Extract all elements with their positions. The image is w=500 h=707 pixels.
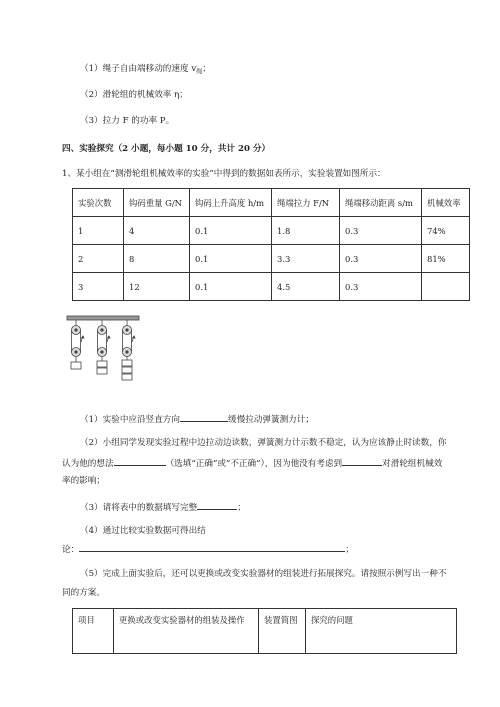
header-cell: 绳端移动距离 s/m — [340, 189, 422, 217]
question-1-2-line-1: （2）小组同学发现实验过程中边拉动边读数，弹簧测力计示数不稳定，认为应该静止时读数，你 — [80, 438, 447, 448]
table-cell: 3 — [73, 273, 124, 301]
answer-blank-direction[interactable] — [180, 412, 228, 422]
pulley-apparatus-figure — [64, 314, 144, 382]
table-cell: 0.3 — [340, 273, 422, 301]
table-cell: 0.1 — [190, 273, 272, 301]
plan-header-cell: 项目 — [73, 609, 114, 654]
plan-header-cell: 探究的问题 — [306, 609, 457, 654]
question-1-intro: 1、某小组在“测滑轮组机械效率的实验”中得到的数据如表所示，实验装置如图所示： — [62, 169, 386, 179]
question-1-2-line-2 — [62, 456, 442, 470]
table-cell: 12 — [124, 273, 190, 301]
table-row — [73, 217, 470, 245]
question-1-5-line-2: 同的方案。 — [62, 588, 105, 598]
table-cell: 3.3 — [272, 245, 340, 273]
table-cell: 4 — [124, 217, 190, 245]
question-1-1-suffix: 缓慢拉动弹簧测力计； — [228, 415, 314, 425]
sub-question-3-text: （3）拉力 F 的功率 P。 — [80, 116, 175, 126]
sub-question-1-text: （1）绳子自由端移动的速度 v — [80, 64, 197, 74]
answer-blank-table-completion[interactable] — [197, 500, 237, 510]
table-cell: 8 — [124, 245, 190, 273]
answer-blank-correctness[interactable] — [114, 456, 166, 466]
data-table-header-row — [73, 189, 470, 217]
section-heading: 四、实验探究（2 小题，每小题 10 分，共计 20 分） — [62, 144, 271, 154]
table-cell: 74% — [422, 217, 470, 245]
header-cell: 绳端拉力 F/N — [272, 189, 340, 217]
header-cell: 实验次数 — [73, 189, 124, 217]
answer-blank-conclusion[interactable] — [79, 542, 345, 552]
question-1-4-suffix: ； — [345, 545, 354, 555]
question-1-1 — [80, 412, 314, 426]
question-1-3-text: （3）请将表中的数据填写完整 — [80, 503, 198, 513]
question-1-3-suffix: ； — [237, 503, 246, 513]
table-cell: 1 — [73, 217, 124, 245]
data-table — [72, 188, 470, 301]
question-1-2-line-3: 率的影响； — [62, 476, 105, 486]
sub-question-2-text: （2）滑轮组的机械效率 η； — [80, 90, 188, 100]
question-1-4-line-1: （4）通过比较实验数据可得出结 — [80, 526, 206, 536]
header-cell: 机械效率 — [422, 189, 470, 217]
sub-question-3 — [80, 115, 174, 127]
table-row — [73, 245, 470, 273]
table-cell-efficiency-blank — [422, 273, 470, 301]
table-cell: 0.3 — [340, 217, 422, 245]
question-1-2-text-a: 认为他的想法 — [62, 459, 114, 469]
header-cell: 钩码重量 G/N — [124, 189, 190, 217]
header-cell: 钩码上升高度 h/m — [190, 189, 272, 217]
table-cell: 81% — [422, 245, 470, 273]
question-1-1-text: （1）实验中应沿竖直方向 — [80, 415, 180, 425]
sub-question-1-subscript: 绳 — [196, 68, 203, 76]
table-cell: 2 — [73, 245, 124, 273]
table-cell: 0.1 — [190, 245, 272, 273]
question-1-3 — [80, 500, 246, 514]
plan-header-cell: 更换或改变实验器材的组装及操作 — [114, 609, 259, 654]
question-1-5-line-1: （5）完成上面实验后，还可以更换或改变实验器材的组装进行拓展探究。请按照示例写出一种不 — [80, 569, 447, 579]
table-cell: 0.3 — [340, 245, 422, 273]
question-1-4-text-a: 论： — [62, 545, 80, 555]
table-row — [73, 273, 470, 301]
sub-question-2 — [80, 89, 188, 101]
table-cell: 0.1 — [190, 217, 272, 245]
table-cell: 4.5 — [272, 273, 340, 301]
answer-blank-factor[interactable] — [342, 456, 382, 466]
question-1-2-text-c: 对滑轮组机械效 — [382, 459, 443, 469]
question-1-4-line-2 — [62, 542, 354, 556]
sub-question-1-suffix: ； — [202, 64, 211, 74]
plan-header-cell: 装置简图 — [259, 609, 306, 654]
table-cell: 1.8 — [272, 217, 340, 245]
question-1-2-text-b: （选填“正确”或“不正确”），因为他没有考虑到 — [165, 459, 343, 469]
plan-table — [72, 608, 457, 654]
sub-question-1 — [80, 63, 211, 79]
plan-table-header-row — [73, 609, 457, 654]
